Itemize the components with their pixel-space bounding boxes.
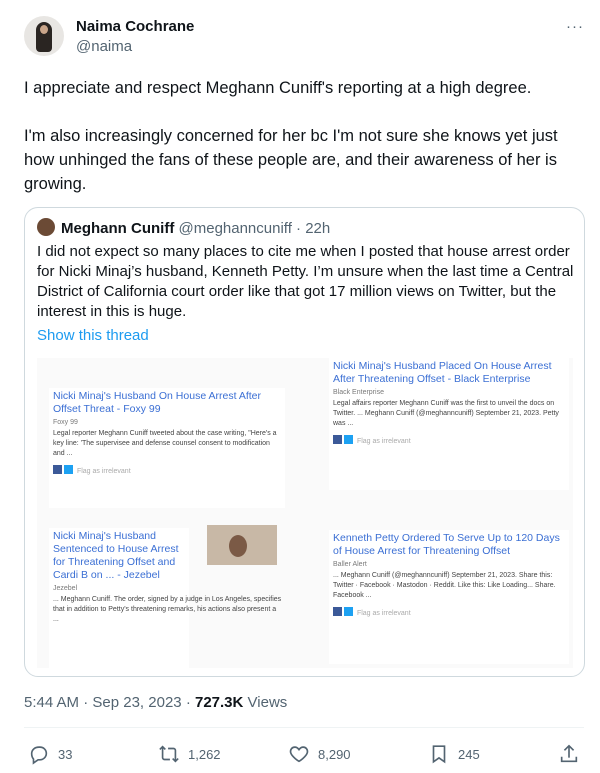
avatar-face (40, 25, 48, 34)
thumbnail-figure (229, 535, 247, 557)
bookmark-count: 245 (458, 746, 480, 762)
news-thumbnail-image (207, 525, 277, 565)
news-card-title: Nicki Minaj's Husband On House Arrest After Offset Threat - Foxy 99 (53, 390, 262, 415)
news-card-source: Jezebel (53, 585, 78, 592)
tweet-paragraph: I'm also increasingly concerned for her bc I'm not sure she knows yet just how unhinged the fans of these people are, and their awareness of her is growing. (24, 127, 558, 193)
news-card (49, 388, 285, 508)
tweet-body (24, 76, 584, 220)
news-card-source: Black Enterprise (333, 389, 384, 396)
news-card-snippet: Legal reporter Meghann Cuniff tweeted about the case writing, "Here's a key line: 'The supervisee and defense counsel consent to modification and ... (53, 430, 277, 457)
tweet-header (24, 16, 584, 64)
divider (24, 727, 584, 728)
quoted-header (37, 218, 330, 238)
bookmark-button[interactable] (428, 742, 480, 766)
quoted-handle: @meghanncuniff (178, 220, 292, 237)
card-footer: Flag as irrelevant (356, 610, 411, 617)
news-card-source: Foxy 99 (53, 419, 78, 426)
news-card-title: Nicki Minaj's Husband Sentenced to House Arrest for Threatening Offset and Cardi B on ... - Jezebel (53, 530, 179, 581)
tweet-time[interactable]: 5:44 AM (24, 694, 80, 711)
meta-separator: · (185, 694, 191, 711)
reply-count: 33 (58, 746, 73, 762)
news-card (329, 358, 569, 490)
card-footer: Flag as irrelevant (76, 468, 131, 475)
twitter-icon (64, 465, 73, 474)
author-avatar[interactable] (24, 16, 64, 56)
action-bar (24, 742, 584, 766)
author-name[interactable]: Naima Cochrane (76, 18, 195, 35)
more-dots-icon[interactable]: ··· (566, 18, 584, 35)
card-share-icons (53, 465, 281, 475)
facebook-icon (53, 465, 62, 474)
retweet-icon (158, 743, 180, 765)
card-footer: Flag as irrelevant (356, 438, 411, 445)
news-card-snippet: ... Meghann Cuniff (@meghanncuniff) September 21, 2023. Share this: Twitter · Facebook · Mastodon · Reddit. Like this: Like Loading... Share. Facebook ... (333, 572, 556, 599)
news-card-snippet: Legal affairs reporter Meghann Cuniff was the first to unveil the docs on Twitter. ... Meghann Cuniff (@meghanncuniff) September 21, 2023. Petty was ... (333, 400, 559, 427)
tweet-meta (24, 694, 287, 711)
quoted-separator: · (296, 220, 302, 237)
author-handle[interactable]: @naima (76, 38, 133, 55)
show-thread-link[interactable]: Show this thread (37, 327, 149, 344)
like-count: 8,290 (318, 746, 351, 762)
tweet-paragraph: I appreciate and respect Meghann Cuniff's reporting at a high degree. (24, 79, 532, 97)
retweet-count: 1,262 (188, 746, 221, 762)
news-card-snippet: ... Meghann Cuniff. The order, signed by a judge in Los Angeles, specifies that in addition to Petty's threatening remarks, his actions also present a ... (53, 596, 282, 623)
card-share-icons (333, 607, 565, 617)
share-button[interactable] (558, 742, 588, 766)
news-card-title: Kenneth Petty Ordered To Serve Up to 120 Days of House Arrest for Threatening Offset (333, 532, 560, 557)
like-button[interactable] (288, 742, 351, 766)
news-card-title: Nicki Minaj's Husband Placed On House Arrest After Threatening Offset - Black Enterprise (333, 360, 552, 385)
news-card-source: Baller Alert (333, 561, 367, 568)
quoted-text: I did not expect so many places to cite me when I posted that house arrest order for Nicki Minaj’s husband, Kenneth Petty. I’m unsure when the last time a Central District of California court order like that got 17 million views on Twitter, but the interest in this is huge. (37, 243, 574, 320)
card-share-icons (333, 435, 565, 445)
meta-separator: · (83, 694, 89, 711)
news-card (49, 528, 282, 668)
retweet-button[interactable] (158, 742, 221, 766)
reply-button[interactable] (28, 742, 72, 766)
facebook-icon (333, 607, 342, 616)
quoted-time: 22h (305, 220, 331, 237)
twitter-icon (344, 607, 353, 616)
views-label: Views (247, 694, 288, 711)
quoted-media-image[interactable] (37, 358, 573, 668)
heart-icon (288, 743, 310, 765)
tweet-date[interactable]: Sep 23, 2023 (92, 694, 182, 711)
views-count: 727.3K (194, 694, 244, 711)
twitter-icon (344, 435, 353, 444)
bookmark-icon (428, 743, 450, 765)
facebook-icon (333, 435, 342, 444)
quoted-avatar (37, 218, 55, 236)
quoted-name: Meghann Cuniff (61, 220, 175, 237)
share-icon (558, 743, 580, 765)
reply-icon (28, 743, 50, 765)
quoted-tweet[interactable] (24, 207, 585, 677)
news-card (329, 530, 569, 664)
